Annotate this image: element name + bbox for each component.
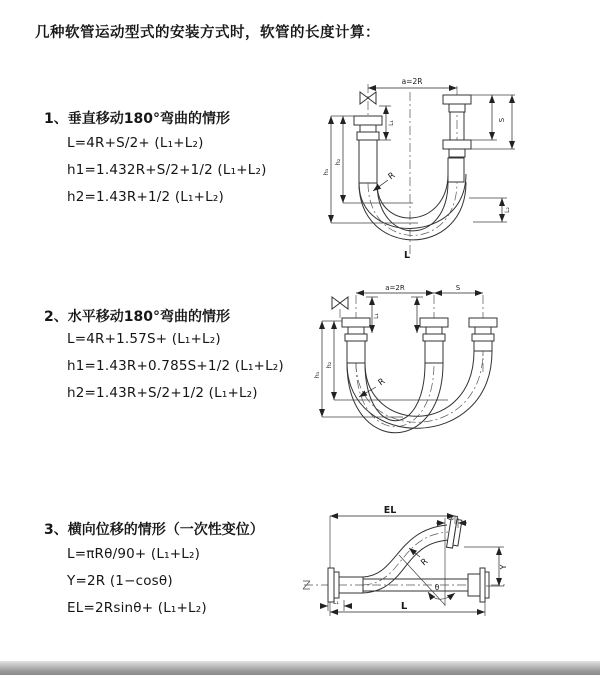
dim-label-s: S [455,284,461,292]
section-2-formula-L: L=4R+1.57S+ (L₁+L₂) [67,331,221,347]
dim-label-r: R [419,556,431,569]
dim-label-theta: θ [434,583,440,592]
section-1-formula-L: L=4R+S/2+ (L₁+L₂) [67,135,204,151]
hose-u-bend [359,174,466,240]
section-2-formula-h2: h2=1.43R+S/2+1/2 (L₁+L₂) [67,385,258,401]
dim-label-a2r: a=2R [401,77,423,86]
displaced-hose-curve [363,516,462,593]
dim-a-2r [368,77,457,88]
diagram-lateral-displacement [298,500,598,650]
dim-label-l2: L₂ [448,515,454,522]
section-1-formula-h1: h1=1.432R+S/2+1/2 (L₁+L₂) [67,162,267,178]
section-3-formula-Y: Y=2R (1−cosθ) [67,573,173,589]
dim-label-l1: L₁ [388,120,395,126]
valve-icon [332,297,348,309]
hose-u-bend [347,351,492,433]
braided-hose-section [347,341,365,363]
dim-l [330,601,485,616]
left-flange-fitting [342,318,370,363]
dim-label-l2: L₂ [504,207,511,213]
page-bottom-edge [0,661,600,675]
section-2-formula-h1: h1=1.43R+0.785S+1/2 (L₁+L₂) [67,358,284,374]
section-1-formula-h2: h2=1.43R+1/2 (L₁+L₂) [67,189,224,205]
dim-label-l: L [400,601,408,612]
dim-el [330,505,455,568]
diagram-horizontal-180-bend [308,283,593,463]
section-1-heading: 1、垂直移动180°弯曲的情形 [44,111,230,127]
braided-hose-section [474,341,492,351]
dim-l1 [320,599,352,611]
dim-label-h2: h₂ [325,361,333,369]
dim-label-s: S [498,117,506,123]
dim-label-h2: h₂ [334,158,342,166]
braided-hose-section [425,341,443,363]
dim-label-h1: h₁ [322,168,330,176]
diagram-vertical-180-bend [313,70,588,265]
right-flange-fitting [469,318,497,351]
left-flange-fitting [354,116,382,183]
dim-label-l: L [403,250,411,261]
dim-label-a2r: a=2R [385,284,405,292]
dim-label-r: R [376,376,388,389]
dim-label-h1: h₁ [313,371,321,379]
dim-label-el: EL [383,505,397,516]
dim-label-r: R [386,170,398,183]
dim-a2r-s [356,284,483,293]
dim-s [471,95,515,149]
dim-l1 [366,297,423,333]
braided-hose-section [448,158,464,182]
dim-label-y: Y [499,564,508,570]
dim-l2 [469,198,511,222]
section-2-heading: 2、水平移动180°弯曲的情形 [44,309,230,325]
section-3-formula-L: L=πRθ/90+ (L₁+L₂) [67,546,201,562]
middle-flange-fitting [420,318,448,363]
section-3-heading: 3、横向位移的情形（一次性变位） [44,522,264,538]
page-title: 几种软管运动型式的安装方式时，软管的长度计算： [35,25,380,41]
section-3-formula-EL: EL=2Rsinθ+ (L₁+L₂) [67,600,207,616]
dim-label-l1: L₁ [373,313,380,319]
braided-hose-section [359,140,377,183]
dim-label-l1: L₁ [333,599,339,606]
